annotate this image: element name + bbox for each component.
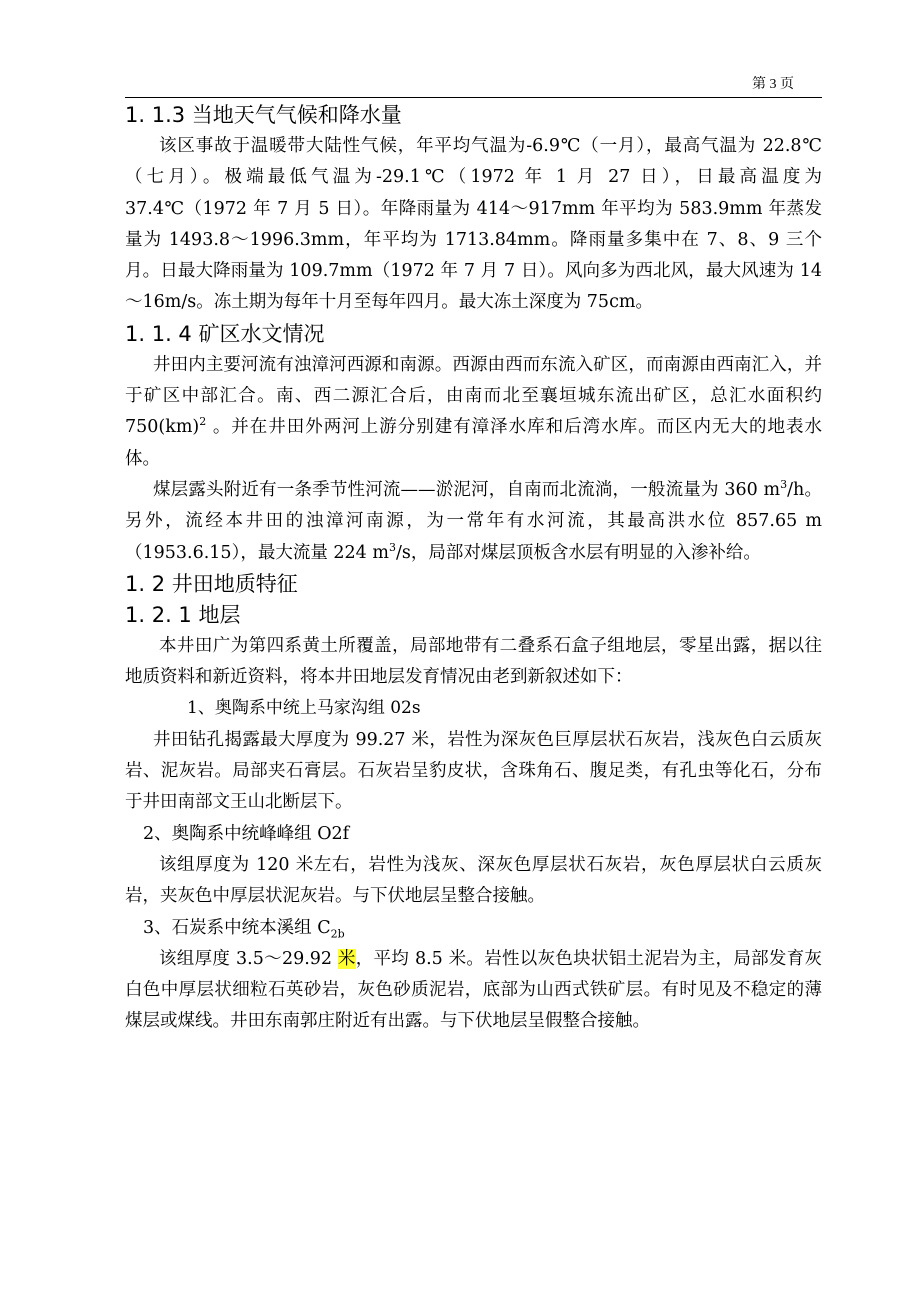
heading-1-1-4: 1. 1. 4 矿区水文情况: [125, 321, 325, 346]
heading-1-2: 1. 2 井田地质特征: [125, 571, 298, 596]
paragraph-item-2: 该组厚度为 120 米左右，岩性为浅灰、深灰色厚层状石灰岩，灰色厚层状白云质灰岩，夹灰色中厚层状泥灰岩。与下伏地层呈整合接触。: [125, 854, 822, 907]
paragraph-item-1: 井田钻孔揭露最大厚度为 99.27 米，岩性为深灰色巨厚层状石灰岩，浅灰色白云质灰岩、泥灰岩。局部夹石膏层。石灰岩呈豹皮状，含珠角石、腹足类，有孔虫等化石，分布于井田南部文王山北断层下。: [125, 729, 822, 813]
superscript: 3: [388, 540, 396, 554]
paragraph-item-3: [125, 944, 822, 1038]
paragraph-climate: 该区事故于温暖带大陆性气候，年平均气温为-6.9℃（一月），最高气温为 22.8℃（七月）。极端最低气温为-29.1℃（1972 年 1 月 27 日），日最高温度为 37.4℃（1972 年 7 月 5 日）。年降雨量为 414～917mm 年平均为 583.9mm 年蒸发量为 1493.8～1996.3mm，年平均为 1713.84mm。降雨量多集中在 7、8、9 三个月。日最大降雨量为 109.7mm（1972 年 7 月 7 日）。风向多为西北风，最大风速为 14～16m/s。冻土期为每年十月至每年四月。最大冻土深度为 75cm。: [125, 136, 822, 313]
text-run: 煤层露头附近有一条季节性河流——淤泥河，自南而北流淌，一般流量为 360 m: [153, 479, 781, 500]
subscript: 2b: [330, 927, 345, 941]
page-header: [125, 76, 822, 98]
text-run: ，平均 8.5 米。岩性以灰色块状铝土泥岩为主，局部发育灰白色中厚层状细粒石英砂岩，灰色砂质泥岩，底部为山西式铁矿层。有时见及不稳定的薄煤层或煤线。井田东南郭庄附近有出露。与下伏地层呈假整合接触。: [125, 948, 822, 1032]
text-run: 。并在井田外两河上游分别建有漳泽水库和后湾水库。而区内无大的地表水体。: [125, 417, 822, 469]
text-run: /s，局部对煤层顶板含水层有明显的入渗补给。: [395, 542, 761, 563]
superscript: 3: [780, 478, 788, 492]
highlighted-text: 米: [337, 948, 356, 969]
text-run: /h。另外，流经本井田的浊漳河南源，为一常年有水河流，其最高洪水位 857.65 m（1953.6.15），最大流量 224 m: [125, 479, 822, 563]
document-body: [125, 100, 822, 1038]
superscript: 2: [199, 415, 207, 429]
paragraph-hydrology-stream: [125, 475, 822, 569]
heading-1-1-3: 1. 1.3 当地天气气候和降水量: [125, 103, 402, 127]
paragraph-strata-intro: 本井田广为第四系黄土所覆盖，局部地带有二叠系石盒子组地层，零星出露，据以往地质资料和新近资料，将本井田地层发育情况由老到新叙述如下：: [125, 635, 822, 688]
item-title-2: 2、奥陶系中统峰峰组 O2f: [143, 823, 350, 844]
item-title-3: [125, 913, 822, 944]
paragraph-hydrology-rivers: [125, 350, 822, 475]
text-run: 该组厚度 3.5～29.92: [159, 948, 338, 969]
text-run: 3、石炭系中统本溪组 C: [143, 917, 331, 938]
heading-1-2-1: 1. 2. 1 地层: [125, 602, 241, 627]
item-title-1: 1、奥陶系中统上马家沟组 02s: [187, 698, 421, 719]
page-number: 第 3 页: [752, 77, 794, 92]
text-run: 井田内主要河流有浊漳河西源和南源。西源由西而东流入矿区，而南源由西南汇入，并于矿区中部汇合。南、西二源汇合后，由南而北至襄垣城东流出矿区，总汇水面积约 750(km): [125, 354, 822, 438]
